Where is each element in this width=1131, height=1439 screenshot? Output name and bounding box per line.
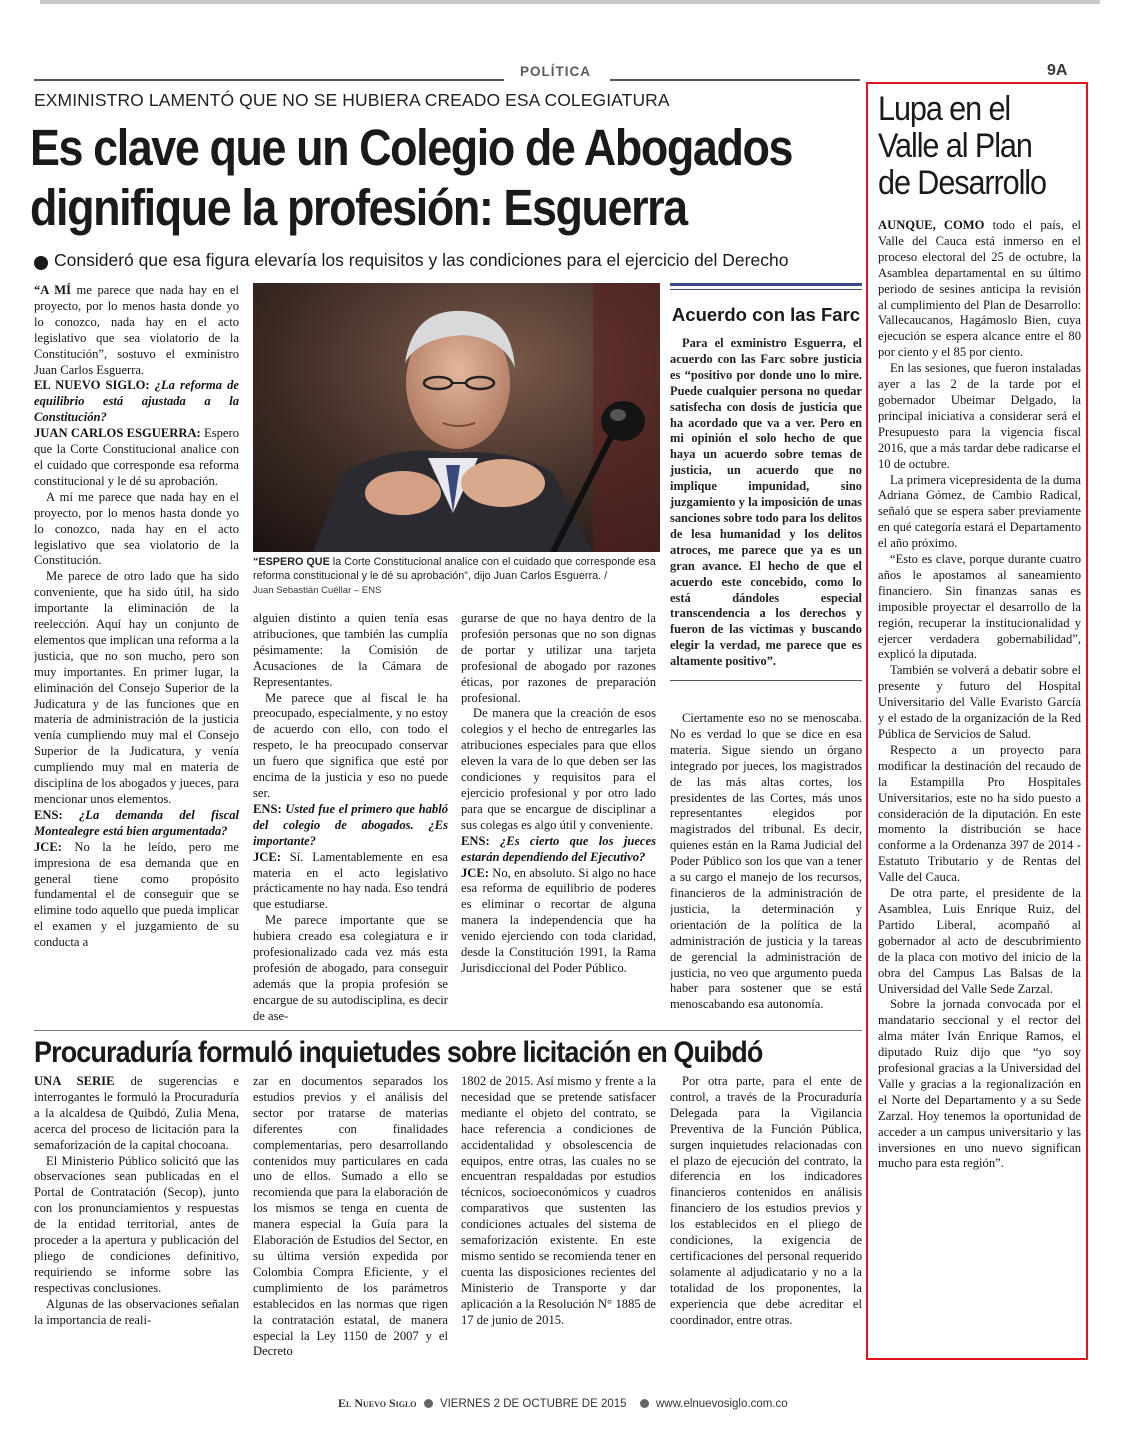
paragraph xyxy=(670,711,862,1013)
paragraph-text: La primera vicepresidenta de la duma Adriana Gómez, de Cambio Radical, señaló que se espera saber previamente en qué categoría estará el Departamento el año próximo. xyxy=(878,472,1081,551)
footer-date: VIERNES 2 DE OCTUBRE DE 2015 xyxy=(439,1398,627,1410)
subarticle-headline: Procuraduría formuló inquietudes sobre licitación en Quibdó xyxy=(34,1036,763,1069)
photo-illustration xyxy=(253,283,660,552)
article-column-1 xyxy=(34,283,239,1023)
paragraph xyxy=(253,611,448,691)
paragraph-text: Sí. Lamentablemente en esa materia en el acto legislativo prácticamente no hay nada. Eso tendrá que estudiarse. xyxy=(253,849,448,912)
paragraph-text: me parece que nada hay en el proyecto, por lo menos hasta donde yo lo conozco, nada hay en el acto legislativo que sea violatorio de la Constitución”, sostuvo el exministro Juan Carlos Esguerra. xyxy=(34,283,239,377)
photo-credit: Juan Sebastián Cuéllar – ENS xyxy=(253,585,382,596)
answer-label: JCE: xyxy=(34,839,62,854)
paragraph-text: De otra parte, el presidente de la Asamblea, Luis Enrique Ruiz, del Partido Liberal, acompañó al gobernador al acto de descubrimiento de la placa con motivo del inicio de la obra del Campus Las Balsas de la Universidad del Valle Sede Zarzal. xyxy=(878,886,1081,996)
paragraph xyxy=(253,913,448,1023)
paragraph-text: gurarse de que no haya dentro de la profesión personas que no son dignas de portar y utilizar una tarjeta profesional de abogado por razones éticas, por razones de preparación profesional. xyxy=(461,611,656,705)
paragraph xyxy=(670,1074,862,1329)
answer-label: JUAN CARLOS ESGUERRA: xyxy=(34,426,201,441)
farc-rule xyxy=(670,283,862,286)
paragraph xyxy=(34,808,239,840)
article-column-3 xyxy=(461,611,656,1023)
paragraph xyxy=(253,1074,448,1360)
question-label: ENS: xyxy=(461,833,490,848)
farc-sidebar xyxy=(670,283,862,681)
headline xyxy=(30,118,793,238)
top-rule xyxy=(40,0,1100,4)
paragraph-text: Me parece que al fiscal le ha preocupado, especialmente, y no estoy de acuerdo con ello, con todo el respeto, le ha preocupado conservar un fuero que significa que esté por encima de la justicia y eso no puede ser. xyxy=(253,690,448,800)
paragraph-lead: “A MÍ xyxy=(34,283,72,297)
paragraph xyxy=(461,611,656,706)
paragraph-text: También se volverá a debatir sobre el presente y futuro del Hospital Universitario del Valle Evaristo García y el estado de la organización de la Red Pública de Servicios de Salud. xyxy=(878,663,1081,741)
paragraph xyxy=(878,218,1081,361)
footer-dot-icon xyxy=(424,1399,433,1408)
farc-paragraph: Para el exministro Esguerra, el acuerdo con las Farc sobre justicia es “positivo por donde uno lo mire. Puede cualquier persona no quedar satisfecha con dosis de justicia que ha acordado que va a ver. Pero en mi opinión el solo hecho de que haya un acuerdo sobre temas de justicia, un acuerdo que no implique impunidad, sino juzgamiento y la imposición de unas sanciones sobre todo para los delitos de lesa humanidad y los delitos atroces, me parece que ya es un gran avance. El hecho de que el acuerdo este concebido, como lo está dándoles especial transcendencia a los derechos y fueron de las víctimas y buscando elegir la verdad, me parece que es altamente positivo”. xyxy=(670,336,862,669)
subarticle-column-3 xyxy=(461,1074,656,1364)
paragraph xyxy=(34,283,239,378)
headline-line-1: Es clave que un Colegio de Abogados xyxy=(30,119,793,176)
sidebar-title: Lupa en el Valle al Plan de Desarrollo xyxy=(878,90,1046,202)
paragraph-text: Por otra parte, para el ente de control, a través de la Procuraduría Delegada para la Vigilancia Preventiva de la Función Pública, surgen inquietudes relacionadas con el plazo de ejecución del contrato, la diferencia en los indicadores financieros contenidos en análisis financiero de los estudios previos y los establecidos en el pliego de condiciones, la exigencia de certificaciones del personal requerido solamente al adjudicatario y no a la totalidad de los proponentes, la experiencia que debe acreditar el coordinador, entre otras. xyxy=(670,1074,862,1327)
paragraph xyxy=(878,663,1081,743)
paragraph xyxy=(461,834,656,866)
kicker: EXMINISTRO LAMENTÓ QUE NO SE HUBIERA CREADO ESA COLEGIATURA xyxy=(34,90,670,110)
farc-title: Acuerdo con las Farc xyxy=(671,304,861,325)
paragraph-text: Me parece importante que se hubiera creado esa colegiatura e ir profesionalizado cada vez más esta profesión de abogado, para conseguir además que la propia profesión se encargue de su autodisciplina, es decir de ase- xyxy=(253,913,448,1023)
page-number: 9A xyxy=(1047,62,1068,79)
footer-dot-icon xyxy=(640,1399,649,1408)
paragraph-text: Espero que la Corte Constitucional analice con el cuidado que corresponde esa reforma constitucional y le dé su aprobación. xyxy=(34,426,239,488)
answer-label: JCE: xyxy=(461,865,489,880)
paragraph-text: de sugerencias e interrogantes le formuló la Procuraduría a la alcaldesa de Quibdó, Zulia Mena, acerca del proceso de licitación para la semaforización de la capital chocoana. xyxy=(34,1074,239,1152)
paragraph-text: El Ministerio Público solicitó que las observaciones sean publicadas en el Portal de Contratación (Secop), junto con los pronunciamientos y respuestas de la entidad territorial, antes de proceder a la apertura y publicación del pliego de condiciones definitivo, requiriendo se informe sobre las respectivas conclusiones. xyxy=(34,1153,239,1295)
paragraph-text: 1802 de 2015. Así mismo y frente a la necesidad que se pretende satisfacer mediante el objeto del contrato, se hace referencia a condiciones de accidentalidad y obsolescencia de equipos, entre otras, las cuales no se encuentran respaldadas por estudios técnicos, socioeconómicos y cuadros comparativos que sustenten las condiciones actuales del sistema de semaforización existente. En este mismo sentido se recomienda tener en cuenta las disposiciones recientes del Ministerio de Transporte y dar aplicación a la Resolución N° 1885 de 17 de junio de 2015. xyxy=(461,1074,656,1327)
caption-text: la Corte Constitucional analice con el cuidado que corresponde esa reforma constitucional y le dé su aprobación”, dijo Juan Carlos Esguerra. / xyxy=(253,556,656,582)
answer-label: JCE: xyxy=(253,849,281,864)
paragraph xyxy=(878,552,1081,663)
paragraph xyxy=(34,426,239,490)
paragraph-text: Respecto a un proyecto para modificar la destinación del recaudo de la Estampilla Pro Hospitales Universitarios, este no ha sido puesto a consideración de la diputación. En este momento la distribución se hace conforme a la Ordenanza 397 de 2014 - Estatuto Tributario y de Rentas del Valle del Cauca. xyxy=(878,742,1081,885)
question-text: Usted fue el primero que habló del colegio de abogados. ¿Es importante? xyxy=(253,801,448,848)
paragraph-lead: AUNQUE, COMO xyxy=(878,218,985,232)
paragraph xyxy=(461,866,656,977)
paragraph-text: Algunas de las observaciones señalan la importancia de reali- xyxy=(34,1296,239,1327)
paragraph xyxy=(34,378,239,426)
question-text: ¿Es cierto que los jueces estarán dependiendo del Ejecutivo? xyxy=(461,833,656,864)
article-column-2 xyxy=(253,611,448,1023)
paragraph xyxy=(461,706,656,833)
paragraph xyxy=(34,1154,239,1297)
paragraph-text: Sobre la jornada convocada por el mandatario seccional y el rector del alma máter Iván Enrique Ramos, el diputado Ruiz dijo que “yo soy profesional gracias a la Universidad del Valle y gracias a la regionalización en el Norte del Departamento y a su Sede Zarzal. Hoy tenemos la oportunidad de acceder a un campus universitario y las inversiones en uno nuevo significan mucho para esta región”. xyxy=(878,997,1081,1171)
subarticle-column-4 xyxy=(670,1074,862,1364)
subarticle-column-1 xyxy=(34,1074,239,1364)
paragraph xyxy=(34,1074,239,1154)
footer-paper: El Nuevo Siglo xyxy=(338,1396,417,1410)
question-text: ¿La reforma de equilibrio está ajustada a la Constitución? xyxy=(34,378,239,425)
paragraph-text: Me parece de otro lado que ha sido conveniente, que ha sido útil, ha sido importante la eliminación de la reelección. Aquí hay un conjunto de elementos que implican una reforma a la justicia, que no son mucho, pero son muy importantes. En primer lugar, la eliminación del Consejo Superior de la Judicatura y de las funciones que en materia de administración de la justicia venía cumpliendo muy mal el Consejo Superior de la Judicatura, y venía cumpliendo muy mal en materia de disciplina de los abogados y jueces, para mencionar unos elementos. xyxy=(34,569,239,806)
farc-end-rule xyxy=(670,680,862,681)
paragraph xyxy=(878,997,1081,1172)
photo-caption xyxy=(253,555,660,598)
paragraph-text: No, en absoluto. Si algo no hace esa reforma de equilibrio de poderes es eliminar o recortar de alguna manera la independencia que ha venido ejerciendo con toda claridad, desde la Constitución 1991, la Rama Jurisdiccional del Poder Público. xyxy=(461,865,656,975)
paragraph xyxy=(253,850,448,914)
farc-rule-thin xyxy=(670,289,862,290)
section-rule-right xyxy=(610,79,860,81)
paragraph-text: No la he leído, pero me impresiona de esa demanda que en general tiene como propósito fundamental el de conseguir que se elimine todo aquello que pueda implicar el examen y el juzgamiento de su conducta a xyxy=(34,839,239,950)
paragraph xyxy=(34,490,239,570)
question-text: ¿La demanda del fiscal Montealegre está bien argumentada? xyxy=(34,807,239,838)
paragraph-text: Ciertamente eso no se menoscaba. No es verdad lo que se dice en esa materia. Sigue siendo un órgano integrado por jueces, los magistrados de las más altas cortes, los presidentes de las Cortes, más unos representantes elegidos por magistrados del tribunal. Es decir, quienes están en la Rama Judicial del Poder Público son los que van a tener a su cargo el manejo de los recursos, financieros de la administración de justicia, la determinación y orientación de la política de la administración de justicia y la tareas de gerencial la administración de justicia, no veo que argumento pueda haber para sostener que se está menoscabando esa autonomía. xyxy=(670,711,862,1012)
paragraph-text: En las sesiones, que fueron instaladas ayer a las 2 de la tarde por el gobernador Ubeimar Delgado, la principal iniciativa a considerar será el Presupuesto para la vigencia fiscal 2016, que a más tardar debe radicarse el 10 de octubre. xyxy=(878,361,1081,471)
question-label: EL NUEVO SIGLO: xyxy=(34,378,150,393)
sidebar-body xyxy=(878,218,1081,1356)
subarticle-column-2 xyxy=(253,1074,448,1364)
article-column-4 xyxy=(670,711,862,1023)
paragraph xyxy=(34,569,239,808)
question-label: ENS: xyxy=(34,807,63,822)
paragraph xyxy=(34,840,239,951)
paragraph-text: alguien distinto a quien tenía esas atribuciones, que también las cumplía pésimamente: la Comisión de Acusaciones de la Cámara de Representantes. xyxy=(253,611,448,689)
paragraph xyxy=(253,691,448,802)
lead-text: Consideró que esa figura elevaría los requisitos y las condiciones para el ejercicio del Derecho xyxy=(54,250,789,270)
paragraph xyxy=(34,1297,239,1329)
section-label: POLÍTICA xyxy=(520,64,591,79)
paragraph-text: De manera que la creación de esos colegios y el hecho de entregarles las atribuciones especiales para que ellos eleven la vara de lo que deben ser las condiciones y requisitos para el ejercicio profesional y por otro lado para que se encargue de disciplinar a sus colegas es algo útil y conveniente. xyxy=(461,706,656,832)
headline-line-2: dignifique la profesión: Esguerra xyxy=(30,179,687,236)
caption-lead: “ESPERO QUE xyxy=(253,556,330,568)
paragraph xyxy=(878,886,1081,997)
paragraph xyxy=(253,802,448,850)
question-label: ENS: xyxy=(253,801,282,816)
photo-esguerra xyxy=(253,283,660,552)
paragraph-text: A mí me parece que nada hay en el proyecto, por lo menos hasta donde yo lo conozco, nada hay en el acto legislativo que sea violatorio de la Constitución. xyxy=(34,489,239,568)
page-footer xyxy=(338,1396,788,1411)
paragraph-lead: UNA SERIE xyxy=(34,1074,115,1088)
paragraph xyxy=(461,1074,656,1329)
farc-body xyxy=(670,336,862,670)
subarticle-rule xyxy=(34,1030,862,1031)
paragraph-text: “Esto es clave, porque durante cuatro años le apostamos al saneamiento financiero. Sin finanzas sanas es imposible proyectar el desarrollo de la región, recuperar la institucionalidad y ejercer verdadera gobernabilidad”, explicó la diputada. xyxy=(878,552,1081,662)
paragraph xyxy=(878,743,1081,886)
paragraph xyxy=(878,361,1081,472)
footer-url: www.elnuevosiglo.com.co xyxy=(655,1398,788,1410)
paragraph xyxy=(878,473,1081,553)
section-rule-left xyxy=(34,79,504,81)
paragraph-text: zar en documentos separados los estudios previos y el análisis del sector por tratarse de materias diferentes con finalidades complementarias, pero desarrollando contenidos muy particulares en cada uno de ellos. Sumado a ello se recomienda que para la elaboración de los mismos se tenga en cuenta de manera especial la Guía para la Elaboración de Estudios del Sector, en su última versión expedida por Colombia Compra Eficiente, y el cumplimiento de los parámetros establecidos en las normas que rigen la contratación estatal, de manera especial la Ley 1150 de 2007 y el Decreto xyxy=(253,1074,448,1359)
bullet-icon xyxy=(34,256,48,270)
paragraph-text: todo el país, el Valle del Cauca está inmerso en el proceso electoral del 25 de octubre, la Asamblea departamental en su último periodo de sesines anticipa la revisión al cumplimiento del Plan de Desarrollo: Vallecaucanos, Hagámoslo Bien, cuya ejecución se espera alcance entre el 80 por ciento y el 85 por ciento. xyxy=(878,218,1081,360)
